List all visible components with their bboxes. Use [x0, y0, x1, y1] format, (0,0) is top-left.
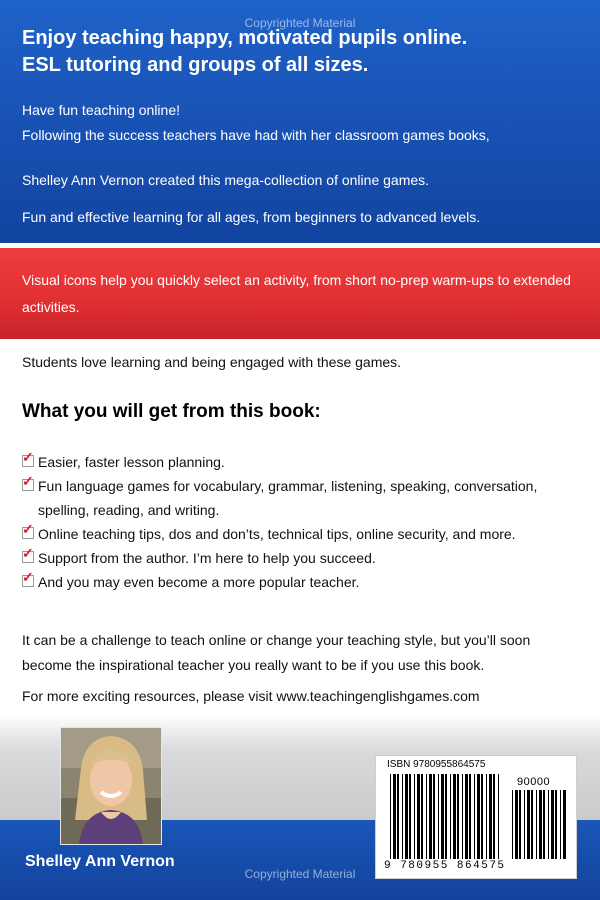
- barcode-bar: [457, 774, 459, 859]
- barcode-bar: [512, 790, 513, 859]
- barcode-bar: [405, 774, 408, 859]
- barcode-bar: [543, 790, 545, 859]
- benefit-item: [22, 450, 582, 474]
- benefit-item: [22, 570, 582, 594]
- barcode-bar: [450, 774, 451, 859]
- barcode-bar: [462, 774, 463, 859]
- hero-section: [0, 0, 600, 243]
- benefit-item: [22, 474, 582, 522]
- author-photo: [60, 727, 162, 845]
- barcode-bar: [527, 790, 530, 859]
- barcode-bar: [402, 774, 403, 859]
- checkbox-check-icon: ✓: [22, 521, 34, 537]
- barcode-bar: [393, 774, 396, 859]
- barcode-bar: [465, 774, 468, 859]
- students-text: Students love learning and being engaged with these games.: [22, 354, 402, 370]
- watermark-bottom: Copyrighted Material: [244, 867, 356, 881]
- challenge-text: It can be a challenge to teach online or change your teaching style, but you’ll soon become the inspirational teacher you really want to be if you use this book.: [22, 632, 531, 673]
- author-photo-illustration: [61, 728, 161, 844]
- hero-text-1: Have fun teaching online!: [22, 102, 180, 118]
- barcode-bar: [474, 774, 475, 859]
- barcode-bar: [433, 774, 435, 859]
- barcode-bar: [397, 774, 399, 859]
- barcode-bar: [519, 790, 521, 859]
- barcode-bar: [489, 774, 492, 859]
- benefit-text: Online teaching tips, dos and don’ts, technical tips, online security, and more.: [38, 526, 516, 542]
- barcode-digits: 9 780955 864575: [384, 860, 506, 872]
- barcode-bar: [498, 774, 499, 859]
- benefit-text: Easier, faster lesson planning.: [38, 454, 225, 470]
- barcode-bar: [429, 774, 432, 859]
- highlight-section: [0, 248, 600, 339]
- benefit-item: [22, 546, 582, 570]
- barcode-bar: [438, 774, 439, 859]
- barcode-bar: [493, 774, 495, 859]
- barcode-bar: [486, 774, 487, 859]
- more-resources-text: For more exciting resources, please visit www.teachingenglishgames.com: [22, 688, 480, 704]
- barcode-bar: [426, 774, 427, 859]
- barcode-bar: [453, 774, 456, 859]
- price-code: 90000: [517, 776, 551, 788]
- barcode-bar: [515, 790, 518, 859]
- benefit-item: [22, 522, 582, 546]
- benefit-text: And you may even become a more popular teacher.: [38, 574, 360, 590]
- isbn-barcode: [375, 755, 577, 879]
- headline-line-1: Enjoy teaching happy, motivated pupils online.: [22, 27, 468, 49]
- barcode-bar: [421, 774, 423, 859]
- benefit-text: Fun language games for vocabulary, grammar, listening, speaking, conversation, spelling, reading, and writing.: [38, 478, 538, 518]
- barcode-bar: [563, 790, 566, 859]
- checkbox-check-icon: ✓: [22, 449, 34, 465]
- isbn-label: ISBN 9780955864575: [387, 759, 486, 770]
- benefits-title: What you will get from this book:: [22, 401, 321, 422]
- checkbox-check-icon: ✓: [22, 545, 34, 561]
- barcode-bar: [414, 774, 415, 859]
- benefits-list: [22, 450, 582, 594]
- hero-text-4: Fun and effective learning for all ages, from beginners to advanced levels.: [22, 209, 481, 225]
- barcode-bar: [481, 774, 483, 859]
- headline: [22, 25, 592, 79]
- barcode-bar: [441, 774, 444, 859]
- barcode-bar: [555, 790, 557, 859]
- checkbox-check-icon: ✓: [22, 569, 34, 585]
- barcode-bar: [390, 774, 391, 859]
- author-name: Shelley Ann Vernon: [25, 853, 175, 870]
- hero-text-3: Shelley Ann Vernon created this mega-collection of online games.: [22, 172, 430, 188]
- barcode-bar: [409, 774, 411, 859]
- barcode-bar: [531, 790, 533, 859]
- barcode-bar: [536, 790, 537, 859]
- barcode-bar: [469, 774, 471, 859]
- headline-line-2: ESL tutoring and groups of all sizes.: [22, 54, 369, 76]
- barcode-bar: [524, 790, 525, 859]
- barcode-bar: [551, 790, 554, 859]
- hero-text-2: Following the success teachers have had with her classroom games books,: [22, 127, 490, 143]
- highlight-text: Visual icons help you quickly select an activity, from short no-prep warm-ups to extended activities.: [22, 272, 571, 315]
- checkbox-check-icon: ✓: [22, 473, 34, 489]
- barcode-bar: [560, 790, 561, 859]
- barcode-bar: [477, 774, 480, 859]
- watermark-top: Copyrighted Material: [244, 16, 356, 30]
- barcode-bar: [445, 774, 447, 859]
- barcode-bar: [548, 790, 549, 859]
- benefit-text: Support from the author. I’m here to help you succeed.: [38, 550, 376, 566]
- barcode-bar: [539, 790, 542, 859]
- barcode-bar: [417, 774, 420, 859]
